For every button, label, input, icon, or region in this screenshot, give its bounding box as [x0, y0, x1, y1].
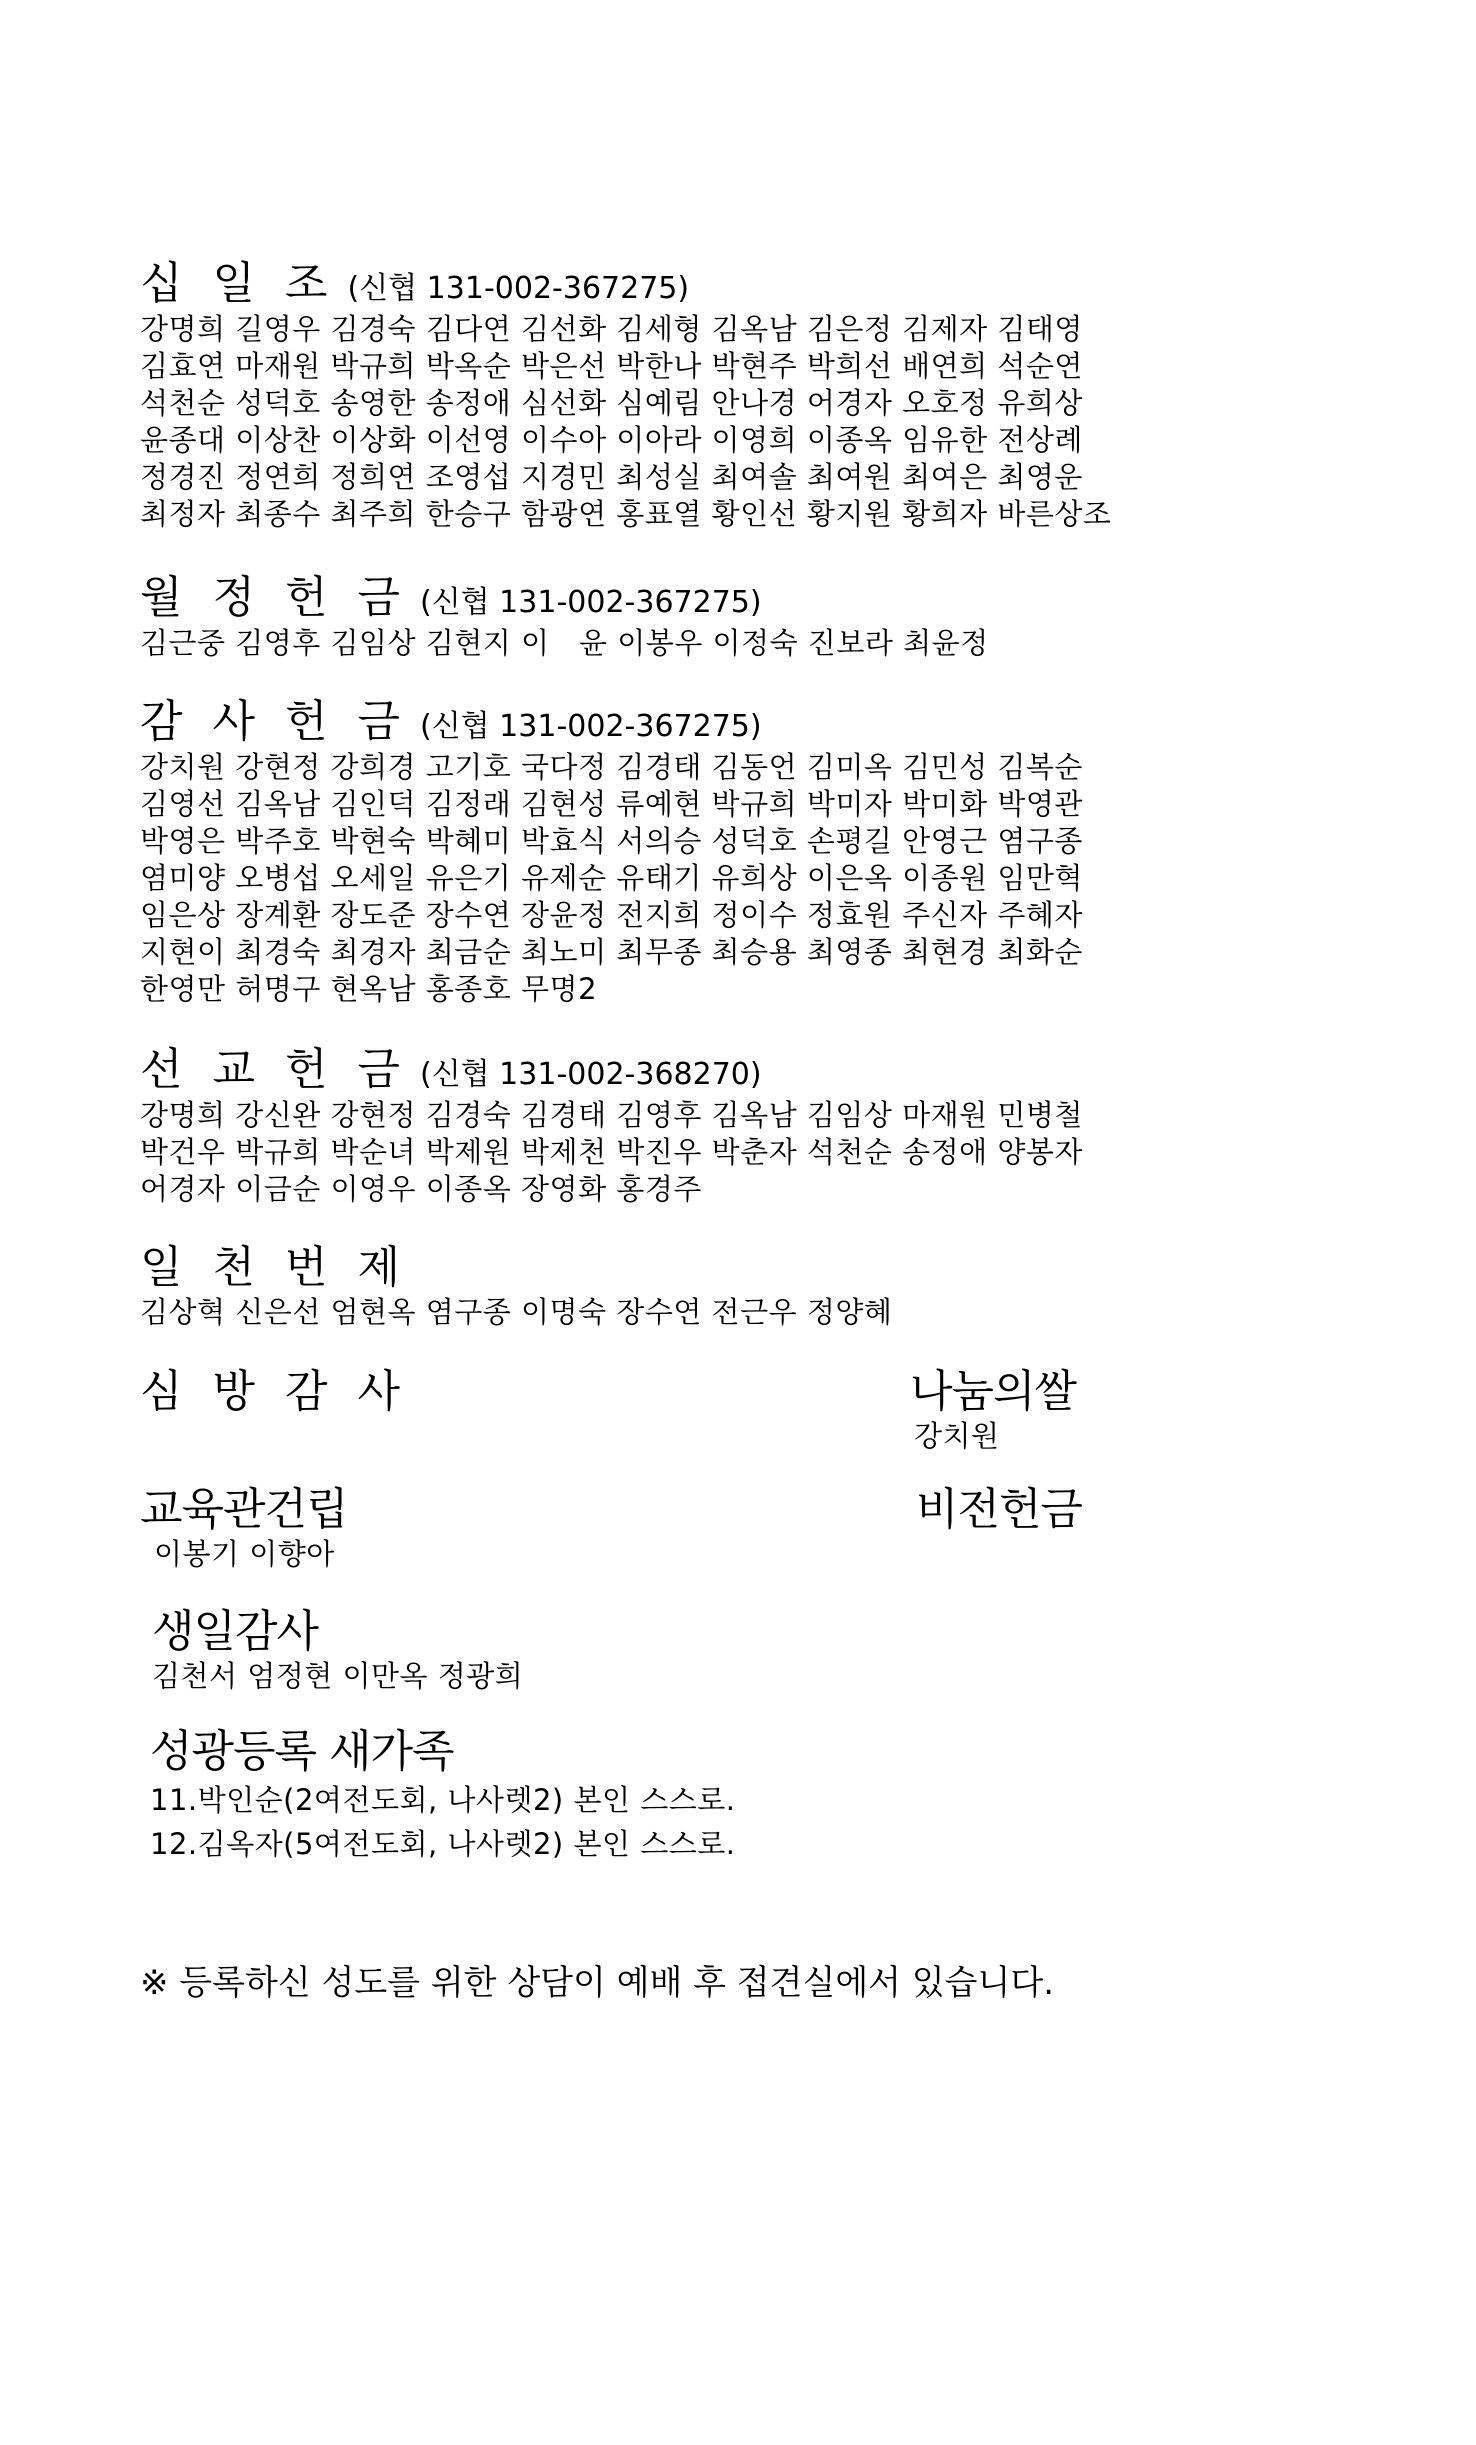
- name-line: 지현이 최경숙 최경자 최금순 최노미 최무종 최승용 최영종 최현경 최화순: [140, 935, 1083, 969]
- monthly-heading: [140, 572, 989, 623]
- name-line: 김근중 김영후 김임상 김현지 이 윤 이봉우 이정숙 진보라 최윤정: [140, 626, 989, 660]
- name-line: 김천서 엄정현 이만옥 정광희: [152, 1659, 524, 1693]
- visitation-title: 심 방 감 사: [140, 1366, 408, 1417]
- thousandth-names: [140, 1294, 892, 1331]
- rice-heading: [910, 1366, 1077, 1417]
- tithe-names: [140, 311, 1111, 533]
- name-line: 강명희 강신완 강현정 김경숙 김경태 김영후 김옥남 김임상 마재원 민병철: [140, 1098, 1083, 1132]
- thanks-account: (신협 131-002-367275): [419, 709, 762, 744]
- rice-names: [910, 1418, 1076, 1455]
- visitation-section: [140, 1366, 408, 1417]
- monthly-section: [140, 572, 989, 662]
- name-line: 임은상 장계환 장도준 장수연 장윤정 전지희 정이수 정효원 주신자 주혜자: [140, 898, 1083, 932]
- thousandth-heading: [140, 1242, 892, 1293]
- name-line: 김영선 김옥남 김인덕 김정래 김현성 류예현 박규희 박미자 박미화 박영관: [140, 787, 1083, 821]
- name-line: 11.박인순(2여전도회, 나사렛2) 본인 스스로.: [150, 1783, 736, 1817]
- name-line: 김효연 마재원 박규희 박옥순 박은선 박한나 박현주 박희선 배연희 석순연: [140, 349, 1083, 383]
- name-line: 어경자 이금순 이영우 이종옥 장영화 홍경주: [140, 1172, 702, 1206]
- name-line: 최정자 최종수 최주희 한승구 함광연 홍표열 황인선 황지원 황희자 바른상조: [140, 497, 1112, 531]
- name-line: 이봉기 이향아: [154, 1537, 335, 1571]
- newfamily-heading: [150, 1726, 735, 1777]
- education-section: [140, 1484, 348, 1573]
- thousandth-section: [140, 1242, 893, 1331]
- name-line: 강치원: [914, 1419, 1000, 1453]
- name-line: 한영만 허명구 현옥남 홍종호 무명2: [140, 972, 598, 1006]
- name-line: 박건우 박규희 박순녀 박제원 박제천 박진우 박춘자 석천순 송정애 양봉자: [140, 1135, 1083, 1169]
- birthday-section: [152, 1606, 524, 1695]
- vision-title: 비전헌금: [916, 1484, 1083, 1535]
- vision-heading: [916, 1484, 1083, 1535]
- mission-title: 선 교 헌 금: [140, 1044, 408, 1095]
- name-line: 정경진 정연희 정희연 조영섭 지경민 최성실 최여솔 최여원 최여은 최영운: [140, 460, 1083, 494]
- thanks-names: [140, 749, 1083, 1008]
- newfamily-title: 성광등록 새가족: [150, 1726, 454, 1777]
- mission-account: (신협 131-002-368270): [419, 1057, 762, 1092]
- name-line: 윤종대 이상찬 이상화 이선영 이수아 이아라 이영희 이종옥 임유한 전상례: [140, 423, 1083, 457]
- name-line: 12.김옥자(5여전도회, 나사렛2) 본인 스스로.: [150, 1827, 736, 1861]
- education-title: 교육관건립: [140, 1484, 348, 1535]
- monthly-account: (신협 131-002-367275): [419, 585, 762, 620]
- mission-section: [140, 1044, 1083, 1208]
- visitation-heading: [140, 1366, 408, 1417]
- tithe-section: [140, 258, 1112, 533]
- name-line: 강명희 길영우 김경숙 김다연 김선화 김세형 김옥남 김은정 김제자 김태영: [140, 312, 1083, 346]
- mission-heading: [140, 1044, 1083, 1095]
- mission-names: [140, 1097, 1083, 1208]
- education-names: [140, 1536, 348, 1573]
- tithe-account: (신협 131-002-367275): [347, 271, 690, 306]
- birthday-names: [152, 1658, 523, 1695]
- monthly-names: [140, 625, 989, 662]
- monthly-title: 월 정 헌 금: [140, 572, 408, 623]
- tithe-heading: [140, 258, 1111, 309]
- name-line: 강치원 강현정 강희경 고기호 국다정 김경태 김동언 김미옥 김민성 김복순: [140, 750, 1083, 784]
- consultation-note: ※ 등록하신 성도를 위한 상담이 예배 후 접견실에서 있습니다.: [140, 1963, 1055, 2003]
- name-line: 김상혁 신은선 엄현옥 염구종 이명숙 장수연 전근우 정양혜: [140, 1295, 893, 1329]
- rice-section: [910, 1366, 1077, 1455]
- thanks-heading: [140, 696, 1083, 747]
- name-line: 박영은 박주호 박현숙 박혜미 박효식 서의승 성덕호 손평길 안영근 염구종: [140, 824, 1083, 858]
- vision-section: [916, 1484, 1083, 1535]
- birthday-heading: [152, 1606, 523, 1657]
- tithe-title: 십 일 조: [140, 258, 336, 309]
- newfamily-section: [150, 1726, 736, 1866]
- birthday-title: 생일감사: [152, 1606, 319, 1657]
- thanks-title: 감 사 헌 금: [140, 696, 408, 747]
- rice-title: 나눔의쌀: [910, 1366, 1077, 1417]
- name-line: 석천순 성덕호 송영한 송정애 심선화 심예림 안나경 어경자 오호정 유희상: [140, 386, 1083, 420]
- thousandth-title: 일 천 번 제: [140, 1242, 408, 1293]
- name-line: 염미양 오병섭 오세일 유은기 유제순 유태기 유희상 이은옥 이종원 임만혁: [140, 861, 1083, 895]
- newfamily-names: [150, 1778, 735, 1866]
- education-heading: [140, 1484, 348, 1535]
- thanks-section: [140, 696, 1083, 1008]
